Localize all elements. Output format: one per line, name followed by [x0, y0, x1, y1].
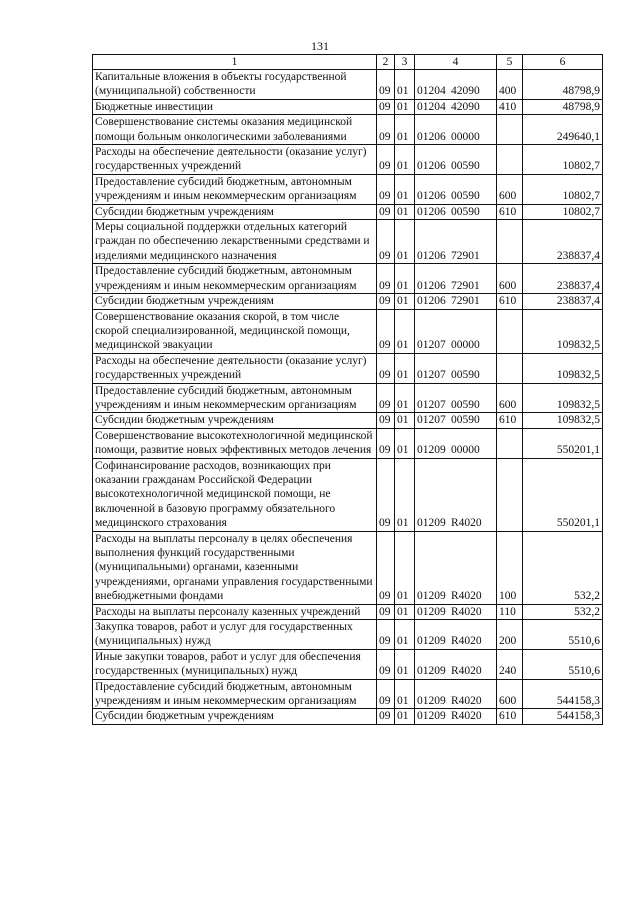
target-article-program-code: 01209 — [417, 590, 446, 603]
table-row — [93, 353, 603, 383]
column-header: 3 — [395, 55, 415, 70]
section-code-cell: 09 — [377, 145, 395, 175]
target-article-program-code: 01209 — [417, 635, 446, 648]
target-article-cell — [415, 458, 497, 531]
expense-type-cell: 610 — [497, 294, 523, 309]
subsection-code-cell: 01 — [395, 220, 415, 264]
table-row — [93, 70, 603, 100]
row-name-cell: Закупка товаров, работ и услуг для государственных (муниципальных) нужд — [93, 620, 377, 650]
table-row — [93, 204, 603, 219]
table-row — [93, 99, 603, 114]
expense-type-cell: 600 — [497, 174, 523, 204]
target-article-direction-code: 42090 — [451, 100, 480, 113]
target-article-direction-code: 72901 — [451, 279, 480, 292]
amount-cell: 544158,3 — [523, 679, 603, 709]
section-code-cell: 09 — [377, 413, 395, 428]
amount-cell: 48798,9 — [523, 99, 603, 114]
expense-type-cell: 600 — [497, 383, 523, 413]
target-article-program-code: 01206 — [417, 130, 446, 143]
amount-cell: 10802,7 — [523, 174, 603, 204]
target-article-program-code: 01207 — [417, 398, 446, 411]
target-article-cell — [415, 531, 497, 604]
target-article-direction-code: 72901 — [451, 249, 480, 262]
table-row — [93, 679, 603, 709]
subsection-code-cell: 01 — [395, 649, 415, 679]
amount-cell: 238837,4 — [523, 264, 603, 294]
subsection-code-cell: 01 — [395, 620, 415, 650]
amount-cell: 544158,3 — [523, 709, 603, 724]
row-name-cell: Совершенствование оказания скорой, в том числе скорой специализированной, медицинской помощи, медицинской эвакуации — [93, 309, 377, 353]
subsection-code-cell: 01 — [395, 428, 415, 458]
row-name-cell: Предоставление субсидий бюджетным, автономным учреждениям и иным некоммерческим организациям — [93, 679, 377, 709]
target-article-direction-code: 00000 — [451, 130, 480, 143]
column-header: 4 — [415, 55, 497, 70]
expense-type-cell: 600 — [497, 264, 523, 294]
column-header: 6 — [523, 55, 603, 70]
subsection-code-cell: 01 — [395, 531, 415, 604]
expense-type-cell: 100 — [497, 531, 523, 604]
amount-cell: 550201,1 — [523, 428, 603, 458]
subsection-code-cell: 01 — [395, 70, 415, 100]
row-name-cell: Расходы на обеспечение деятельности (оказание услуг) государственных учреждений — [93, 353, 377, 383]
target-article-direction-code: R4020 — [451, 605, 482, 618]
amount-cell: 249640,1 — [523, 115, 603, 145]
amount-cell: 109832,5 — [523, 353, 603, 383]
target-article-cell — [415, 413, 497, 428]
expense-type-cell: 610 — [497, 413, 523, 428]
row-name-cell: Расходы на выплаты персоналу в целях обеспечения выполнения функций государственными (муниципальными) органами, казенными учреждениями, органами управления государственными внебюджетными фондами — [93, 531, 377, 604]
section-code-cell: 09 — [377, 620, 395, 650]
target-article-direction-code: 72901 — [451, 295, 480, 308]
target-article-cell — [415, 620, 497, 650]
target-article-cell — [415, 99, 497, 114]
target-article-direction-code: 00000 — [451, 444, 480, 457]
section-code-cell: 09 — [377, 353, 395, 383]
table-row — [93, 428, 603, 458]
amount-cell: 109832,5 — [523, 413, 603, 428]
row-name-cell: Иные закупки товаров, работ и услуг для обеспечения государственных (муниципальных) нужд — [93, 649, 377, 679]
section-code-cell: 09 — [377, 531, 395, 604]
row-name-cell: Меры социальной поддержки отдельных категорий граждан по обеспечению лекарственными средствами и изделиями медицинского назначения — [93, 220, 377, 264]
target-article-cell — [415, 70, 497, 100]
target-article-program-code: 01209 — [417, 517, 446, 530]
expense-type-cell: 610 — [497, 204, 523, 219]
table-row — [93, 383, 603, 413]
expense-type-cell — [497, 145, 523, 175]
table-row — [93, 264, 603, 294]
amount-cell: 109832,5 — [523, 383, 603, 413]
section-code-cell: 09 — [377, 294, 395, 309]
target-article-program-code: 01206 — [417, 190, 446, 203]
subsection-code-cell: 01 — [395, 679, 415, 709]
row-name-cell: Предоставление субсидий бюджетным, автономным учреждениям и иным некоммерческим организациям — [93, 174, 377, 204]
expense-type-cell — [497, 458, 523, 531]
target-article-direction-code: R4020 — [451, 635, 482, 648]
expense-type-cell — [497, 309, 523, 353]
row-name-cell: Совершенствование высокотехнологичной медицинской помощи, развитие новых эффективных методов лечения — [93, 428, 377, 458]
target-article-cell — [415, 649, 497, 679]
amount-cell: 532,2 — [523, 604, 603, 619]
expense-type-cell: 240 — [497, 649, 523, 679]
target-article-cell — [415, 604, 497, 619]
target-article-direction-code: 42090 — [451, 85, 480, 98]
row-name-cell: Субсидии бюджетным учреждениям — [93, 709, 377, 724]
expense-type-cell: 400 — [497, 70, 523, 100]
table-row — [93, 115, 603, 145]
row-name-cell: Софинансирование расходов, возникающих при оказании гражданам Российской Федерации высокотехнологичной медицинской помощи, не включенной в базовую программу обязательного медицинского страхования — [93, 458, 377, 531]
target-article-direction-code: R4020 — [451, 695, 482, 708]
amount-cell: 5510,6 — [523, 649, 603, 679]
target-article-cell — [415, 709, 497, 724]
amount-cell: 10802,7 — [523, 145, 603, 175]
column-header: 2 — [377, 55, 395, 70]
table-row — [93, 604, 603, 619]
target-article-program-code: 01209 — [417, 665, 446, 678]
section-code-cell: 09 — [377, 115, 395, 145]
table-header-row — [93, 55, 603, 70]
row-name-cell: Субсидии бюджетным учреждениям — [93, 294, 377, 309]
subsection-code-cell: 01 — [395, 115, 415, 145]
table-row — [93, 294, 603, 309]
row-name-cell: Совершенствование системы оказания медицинской помощи больным онкологическими заболеваниями — [93, 115, 377, 145]
target-article-cell — [415, 294, 497, 309]
row-name-cell: Предоставление субсидий бюджетным, автономным учреждениям и иным некоммерческим организациям — [93, 383, 377, 413]
section-code-cell: 09 — [377, 99, 395, 114]
subsection-code-cell: 01 — [395, 604, 415, 619]
section-code-cell: 09 — [377, 383, 395, 413]
target-article-cell — [415, 220, 497, 264]
subsection-code-cell: 01 — [395, 309, 415, 353]
section-code-cell: 09 — [377, 458, 395, 531]
amount-cell: 238837,4 — [523, 294, 603, 309]
subsection-code-cell: 01 — [395, 709, 415, 724]
target-article-cell — [415, 115, 497, 145]
page-number: 131 — [311, 39, 329, 53]
row-name-cell: Субсидии бюджетным учреждениям — [93, 204, 377, 219]
expense-type-cell: 610 — [497, 709, 523, 724]
subsection-code-cell: 01 — [395, 264, 415, 294]
row-name-cell: Расходы на обеспечение деятельности (оказание услуг) государственных учреждений — [93, 145, 377, 175]
budget-table — [92, 54, 603, 725]
section-code-cell: 09 — [377, 428, 395, 458]
section-code-cell: 09 — [377, 649, 395, 679]
target-article-direction-code: 00590 — [451, 205, 480, 218]
target-article-program-code: 01209 — [417, 695, 446, 708]
target-article-cell — [415, 145, 497, 175]
table-row — [93, 145, 603, 175]
expense-type-cell — [497, 115, 523, 145]
target-article-cell — [415, 204, 497, 219]
target-article-direction-code: 00590 — [451, 369, 480, 382]
subsection-code-cell: 01 — [395, 383, 415, 413]
table-row — [93, 413, 603, 428]
target-article-program-code: 01206 — [417, 295, 446, 308]
row-name-cell: Расходы на выплаты персоналу казенных учреждений — [93, 604, 377, 619]
column-header: 5 — [497, 55, 523, 70]
target-article-program-code: 01207 — [417, 369, 446, 382]
section-code-cell: 09 — [377, 204, 395, 219]
target-article-cell — [415, 679, 497, 709]
target-article-direction-code: 00590 — [451, 190, 480, 203]
target-article-program-code: 01204 — [417, 100, 446, 113]
target-article-program-code: 01209 — [417, 444, 446, 457]
table-row — [93, 309, 603, 353]
expense-type-cell: 110 — [497, 604, 523, 619]
table-row — [93, 220, 603, 264]
target-article-cell — [415, 428, 497, 458]
target-article-direction-code: R4020 — [451, 517, 482, 530]
target-article-program-code: 01206 — [417, 279, 446, 292]
target-article-direction-code: R4020 — [451, 590, 482, 603]
target-article-direction-code: 00590 — [451, 160, 480, 173]
table-row — [93, 174, 603, 204]
table-row — [93, 620, 603, 650]
target-article-program-code: 01209 — [417, 710, 446, 723]
target-article-program-code: 01207 — [417, 339, 446, 352]
target-article-cell — [415, 264, 497, 294]
target-article-program-code: 01204 — [417, 85, 446, 98]
row-name-cell: Субсидии бюджетным учреждениям — [93, 413, 377, 428]
expense-type-cell: 410 — [497, 99, 523, 114]
amount-cell: 48798,9 — [523, 70, 603, 100]
subsection-code-cell: 01 — [395, 99, 415, 114]
amount-cell: 532,2 — [523, 531, 603, 604]
table-row — [93, 709, 603, 724]
section-code-cell: 09 — [377, 679, 395, 709]
subsection-code-cell: 01 — [395, 294, 415, 309]
expense-type-cell — [497, 220, 523, 264]
section-code-cell: 09 — [377, 709, 395, 724]
row-name-cell: Капитальные вложения в объекты государственной (муниципальной) собственности — [93, 70, 377, 100]
target-article-cell — [415, 309, 497, 353]
amount-cell: 10802,7 — [523, 204, 603, 219]
target-article-program-code: 01206 — [417, 249, 446, 262]
section-code-cell: 09 — [377, 604, 395, 619]
subsection-code-cell: 01 — [395, 458, 415, 531]
table-row — [93, 458, 603, 531]
expense-type-cell — [497, 428, 523, 458]
target-article-direction-code: R4020 — [451, 710, 482, 723]
target-article-program-code: 01209 — [417, 605, 446, 618]
row-name-cell: Бюджетные инвестиции — [93, 99, 377, 114]
table-row — [93, 531, 603, 604]
expense-type-cell — [497, 353, 523, 383]
column-header: 1 — [93, 55, 377, 70]
expense-type-cell: 600 — [497, 679, 523, 709]
subsection-code-cell: 01 — [395, 145, 415, 175]
table-row — [93, 649, 603, 679]
target-article-program-code: 01207 — [417, 414, 446, 427]
section-code-cell: 09 — [377, 220, 395, 264]
target-article-program-code: 01206 — [417, 205, 446, 218]
amount-cell: 550201,1 — [523, 458, 603, 531]
section-code-cell: 09 — [377, 70, 395, 100]
section-code-cell: 09 — [377, 309, 395, 353]
target-article-cell — [415, 353, 497, 383]
target-article-direction-code: 00590 — [451, 414, 480, 427]
amount-cell: 238837,4 — [523, 220, 603, 264]
target-article-direction-code: 00000 — [451, 339, 480, 352]
target-article-cell — [415, 174, 497, 204]
target-article-program-code: 01206 — [417, 160, 446, 173]
section-code-cell: 09 — [377, 174, 395, 204]
row-name-cell: Предоставление субсидий бюджетным, автономным учреждениям и иным некоммерческим организациям — [93, 264, 377, 294]
target-article-cell — [415, 383, 497, 413]
section-code-cell: 09 — [377, 264, 395, 294]
subsection-code-cell: 01 — [395, 174, 415, 204]
amount-cell: 5510,6 — [523, 620, 603, 650]
target-article-direction-code: 00590 — [451, 398, 480, 411]
subsection-code-cell: 01 — [395, 413, 415, 428]
expense-type-cell: 200 — [497, 620, 523, 650]
subsection-code-cell: 01 — [395, 204, 415, 219]
amount-cell: 109832,5 — [523, 309, 603, 353]
target-article-direction-code: R4020 — [451, 665, 482, 678]
subsection-code-cell: 01 — [395, 353, 415, 383]
